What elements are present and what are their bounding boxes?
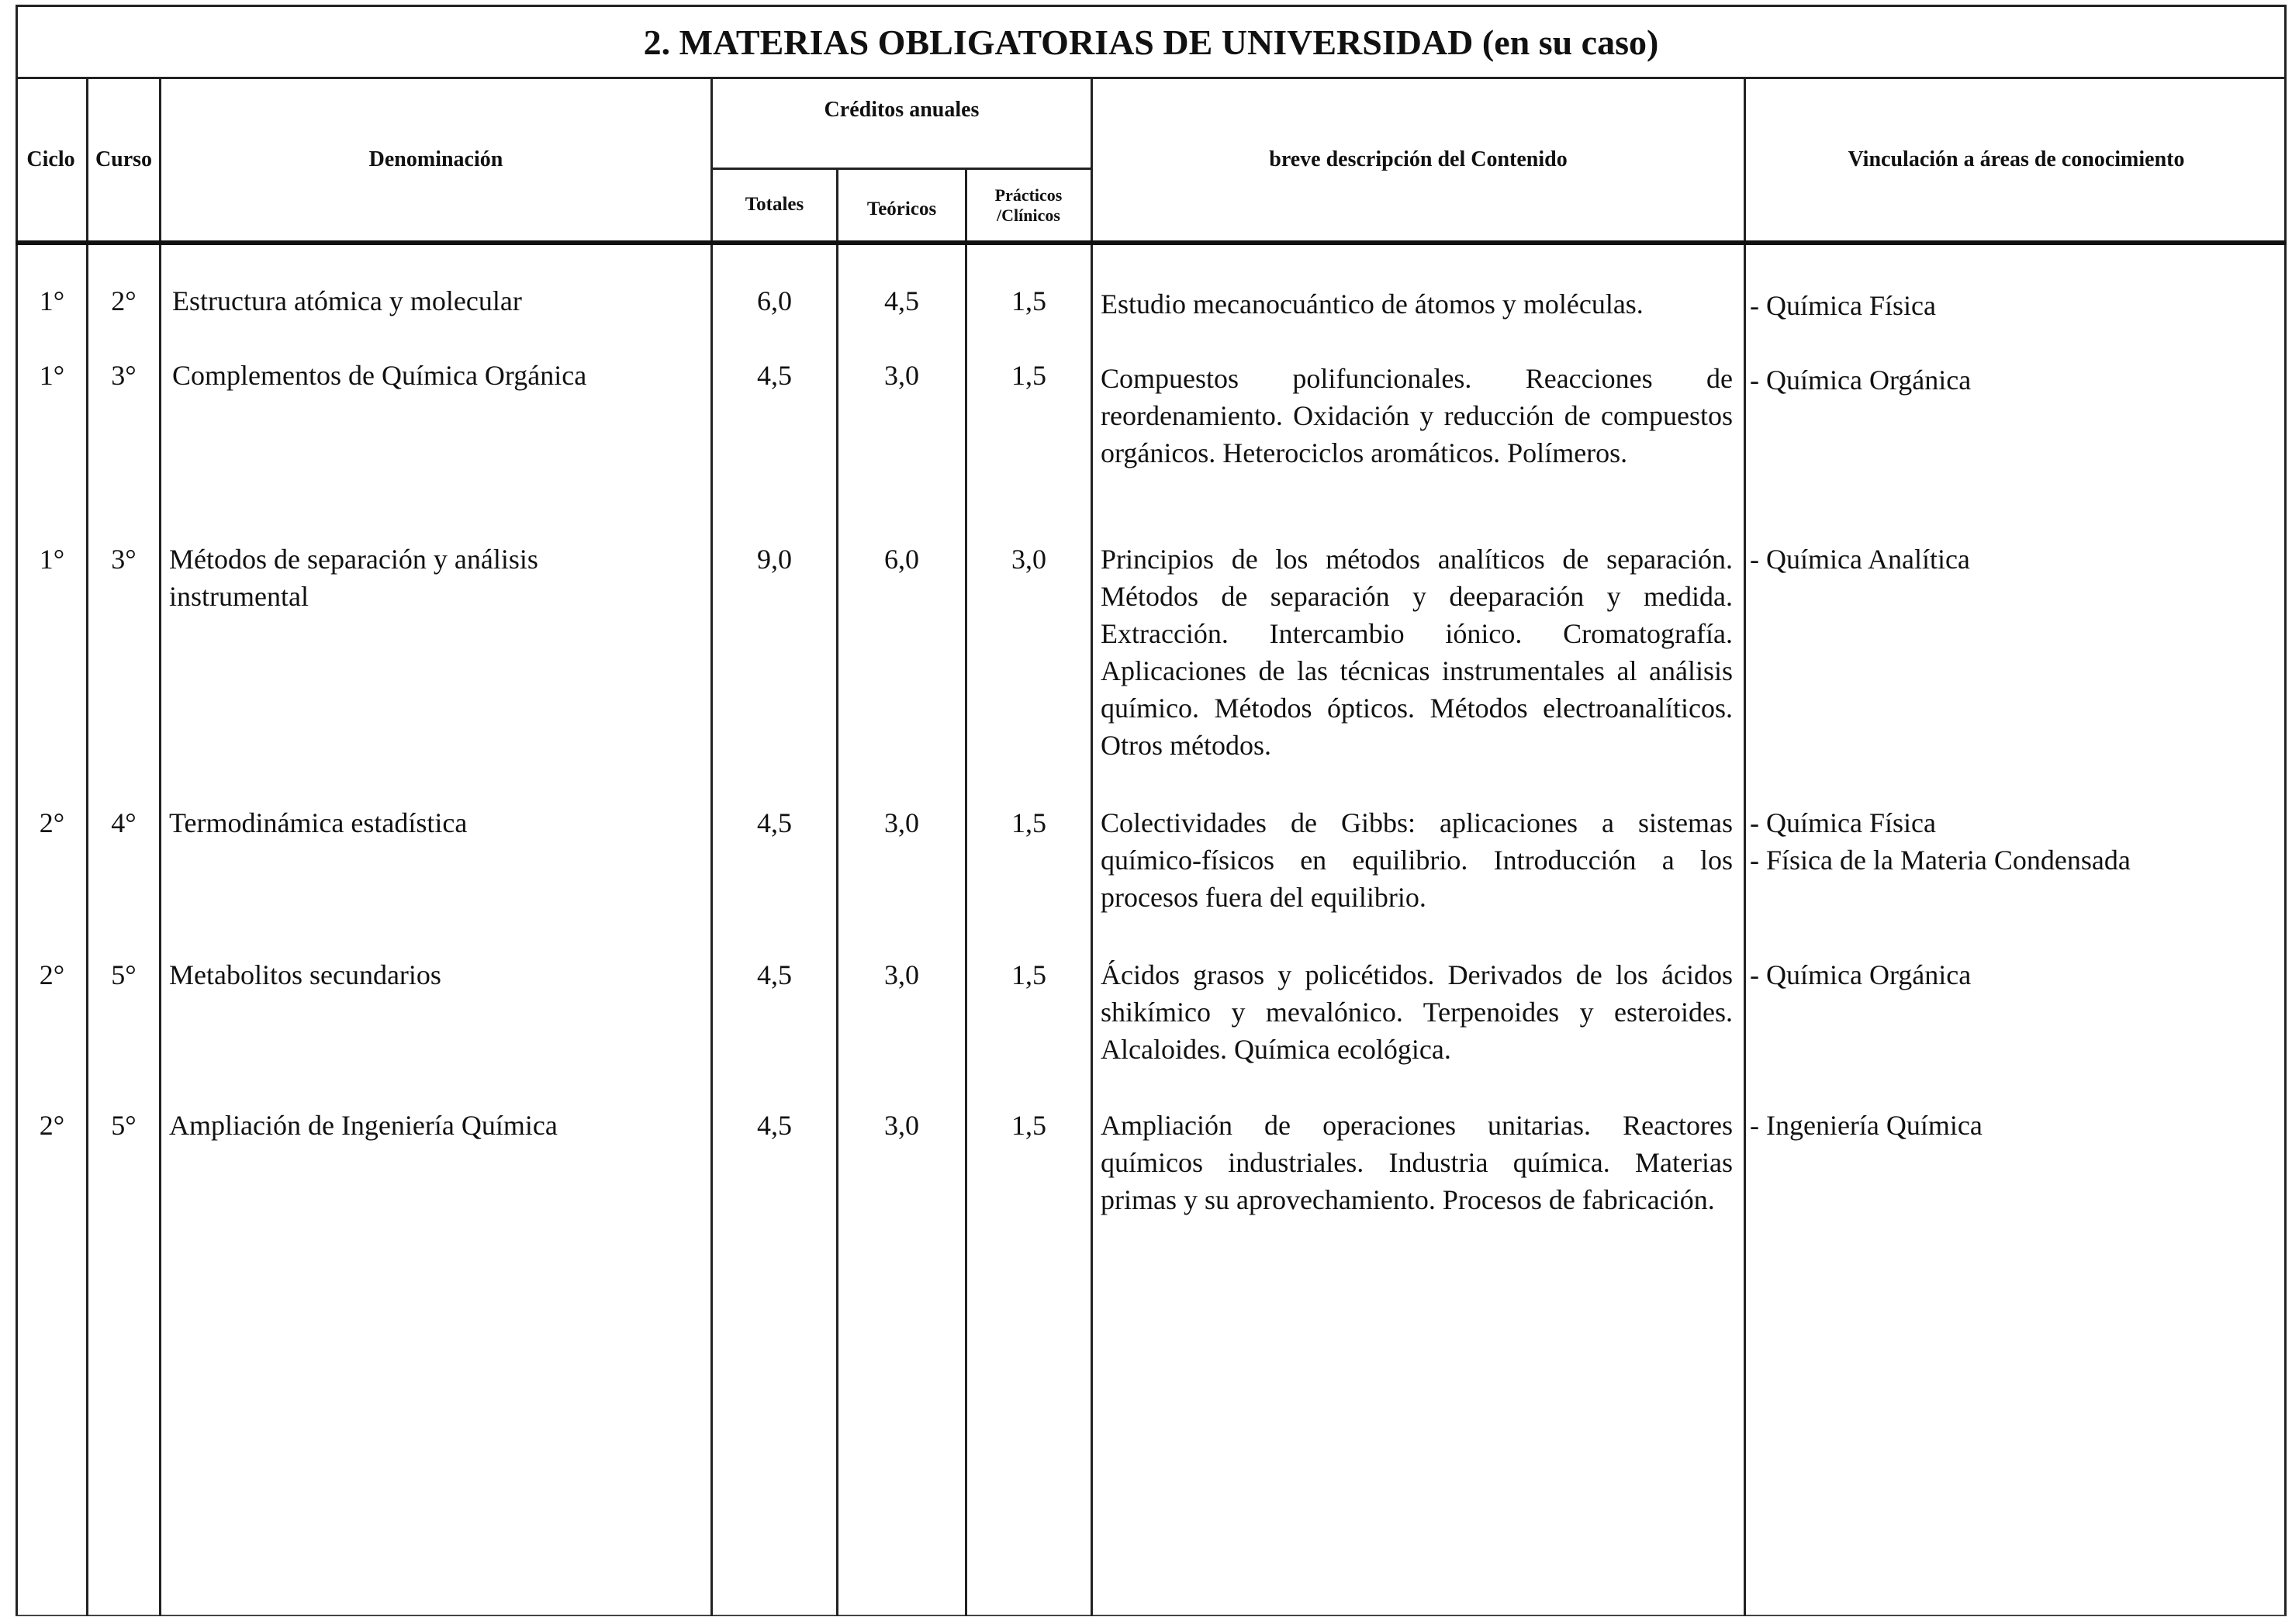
row4-area-item: - Química Física bbox=[1750, 807, 1936, 838]
col-divider-contenido bbox=[1744, 78, 1746, 1616]
row4-denominacion: Termodinámica estadística bbox=[169, 807, 468, 838]
header-curso: Curso bbox=[95, 147, 153, 171]
row6-area-item: - Ingeniería Química bbox=[1750, 1110, 1983, 1141]
row5-areas bbox=[1750, 956, 2277, 993]
header-denominacion: Denominación bbox=[368, 147, 503, 171]
row1-curso: 2° bbox=[111, 285, 137, 316]
row5-curso: 5° bbox=[111, 959, 137, 990]
row1-denominacion: Estructura atómica y molecular bbox=[172, 285, 522, 316]
row5-totales: 4,5 bbox=[757, 959, 792, 990]
header-vinculacion: Vinculación a áreas de conocimiento bbox=[1848, 147, 2185, 171]
row2-areas bbox=[1750, 361, 2277, 399]
row1-totales: 6,0 bbox=[757, 285, 792, 316]
page-title: 2. MATERIAS OBLIGATORIAS DE UNIVERSIDAD (en su caso) bbox=[16, 5, 2287, 79]
row1-ciclo: 1° bbox=[39, 285, 65, 316]
row3-teoricos: 6,0 bbox=[884, 544, 919, 575]
row2-area-item: - Química Orgánica bbox=[1750, 365, 1972, 396]
row5-contenido: Ácidos grasos y policétidos. Derivados de los ácidos shikímico y mevalónico. Terpenoides y esteroides. Alcaloides. Química ecológica. bbox=[1101, 959, 1733, 1065]
row4-contenido: Colectividades de Gibbs: aplicaciones a sistemas químico-físicos en equilibrio. Introducción a los procesos fuera del equilibrio. bbox=[1101, 807, 1733, 913]
header-creditos-anuales: Créditos anuales bbox=[824, 97, 980, 122]
row6-totales: 4,5 bbox=[757, 1110, 792, 1141]
row2-denominacion: Complementos de Química Orgánica bbox=[172, 360, 587, 391]
row2-contenido: Compuestos polifuncionales. Reacciones de reordenamiento. Oxidación y reducción de compuestos orgánicos. Heterociclos aromáticos. Polímeros. bbox=[1101, 363, 1733, 468]
row3-denominacion: Métodos de separación y análisis instrumental bbox=[169, 544, 538, 612]
row3-curso: 3° bbox=[111, 544, 137, 575]
row1-areas bbox=[1750, 287, 2277, 324]
row5-ciclo: 2° bbox=[39, 959, 65, 990]
col-divider-creditos bbox=[1091, 78, 1093, 1616]
row4-teoricos: 3,0 bbox=[884, 807, 919, 838]
row4-areas bbox=[1750, 804, 2285, 879]
row3-contenido: Principios de los métodos analíticos de separación. Métodos de separación y deeparación y medida. Extracción. Intercambio iónico. Cromatografía. Aplicaciones de las técnicas instrumentales al análisis químico. Métodos ópticos. Métodos electroanalíticos. Otros métodos. bbox=[1101, 544, 1733, 761]
col-divider-curso bbox=[159, 78, 161, 1616]
row6-curso: 5° bbox=[111, 1110, 137, 1141]
row1-contenido: Estudio mecanocuántico de átomos y moléculas. bbox=[1101, 289, 1644, 320]
row6-areas bbox=[1750, 1107, 2277, 1144]
header-teoricos: Teóricos bbox=[866, 198, 937, 219]
header-contenido: breve descripción del Contenido bbox=[1269, 147, 1568, 171]
header-practicos-clinicos: Prácticos /Clínicos bbox=[994, 185, 1063, 225]
row3-ciclo: 1° bbox=[39, 544, 65, 575]
row2-teoricos: 3,0 bbox=[884, 360, 919, 391]
row2-totales: 4,5 bbox=[757, 360, 792, 391]
row4-area-item: - Física de la Materia Condensada bbox=[1750, 845, 2131, 876]
row6-denominacion: Ampliación de Ingeniería Química bbox=[169, 1110, 558, 1141]
row1-practicos: 1,5 bbox=[1011, 285, 1046, 316]
row3-area-item: - Química Analítica bbox=[1750, 544, 1970, 575]
row6-contenido: Ampliación de operaciones unitarias. Reactores químicos industriales. Industria química. Materias primas y su aprovechamiento. Procesos de fabricación. bbox=[1101, 1110, 1733, 1215]
row1-teoricos: 4,5 bbox=[884, 285, 919, 316]
row6-teoricos: 3,0 bbox=[884, 1110, 919, 1141]
header-ciclo: Ciclo bbox=[26, 147, 75, 171]
row2-ciclo: 1° bbox=[39, 360, 65, 391]
row5-denominacion: Metabolitos secundarios bbox=[169, 959, 441, 990]
row5-teoricos: 3,0 bbox=[884, 959, 919, 990]
row3-practicos: 3,0 bbox=[1011, 544, 1046, 575]
row6-ciclo: 2° bbox=[39, 1110, 65, 1141]
row5-practicos: 1,5 bbox=[1011, 959, 1046, 990]
row3-totales: 9,0 bbox=[757, 544, 792, 575]
row3-areas bbox=[1750, 541, 2277, 578]
row5-area-item: - Química Orgánica bbox=[1750, 959, 1972, 990]
row4-curso: 4° bbox=[111, 807, 137, 838]
row1-area-item: - Química Física bbox=[1750, 290, 1936, 321]
row2-practicos: 1,5 bbox=[1011, 360, 1046, 391]
row6-practicos: 1,5 bbox=[1011, 1110, 1046, 1141]
header-bottom-rule bbox=[16, 240, 2287, 245]
header-totales: Totales bbox=[745, 194, 804, 216]
row4-ciclo: 2° bbox=[39, 807, 65, 838]
row2-curso: 3° bbox=[111, 360, 137, 391]
row4-totales: 4,5 bbox=[757, 807, 792, 838]
row4-practicos: 1,5 bbox=[1011, 807, 1046, 838]
